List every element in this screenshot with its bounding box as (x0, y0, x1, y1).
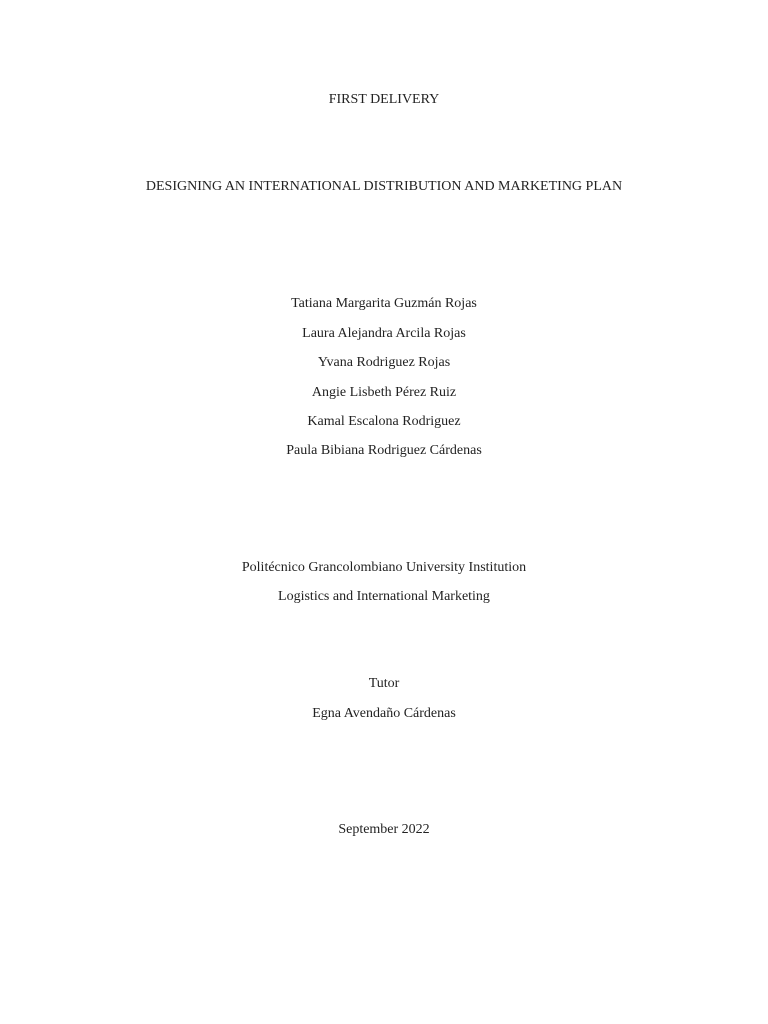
document-title: DESIGNING AN INTERNATIONAL DISTRIBUTION AND MARKETING PLAN (145, 179, 623, 194)
tutor-label: Tutor (368, 676, 400, 691)
author-name: Paula Bibiana Rodriguez Cárdenas (286, 443, 482, 458)
institution-name: Politécnico Grancolombiano University Institution (241, 560, 527, 575)
tutor-name: Egna Avendaño Cárdenas (312, 706, 456, 721)
course-name: Logistics and International Marketing (278, 589, 490, 604)
document-date: September 2022 (338, 822, 430, 837)
author-name: Yvana Rodriguez Rojas (317, 355, 451, 370)
author-name: Kamal Escalona Rodriguez (307, 414, 461, 429)
cover-heading: FIRST DELIVERY (328, 92, 440, 107)
author-name: Tatiana Margarita Guzmán Rojas (291, 296, 477, 311)
author-name: Angie Lisbeth Pérez Ruiz (311, 385, 457, 400)
author-name: Laura Alejandra Arcila Rojas (302, 326, 466, 341)
